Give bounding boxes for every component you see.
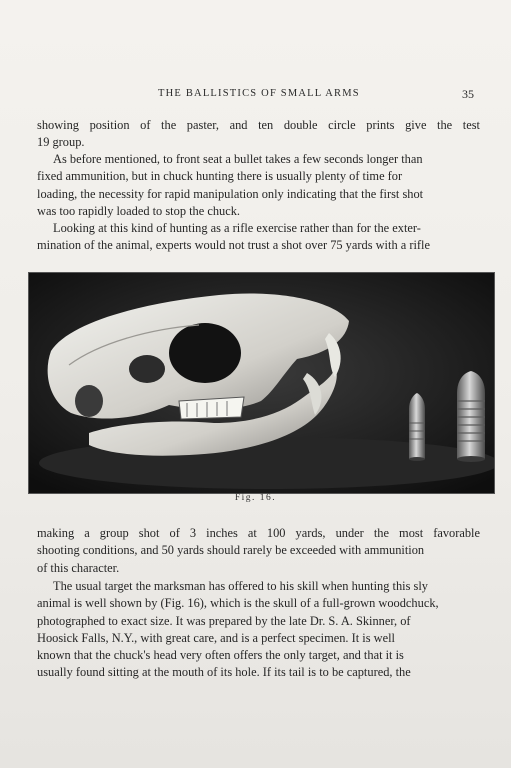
text-line: shooting conditions, and 50 yards should rarely be exceeded with ammunition — [37, 543, 425, 558]
text-line: showing position of the paster, and ten double circle prints give the test — [37, 118, 480, 132]
text-line: loading, the necessity for rapid manipulation only indicating that the first shot — [37, 186, 424, 201]
paragraph — [37, 117, 480, 152]
text-line: 19 group. — [37, 135, 85, 150]
text-line: making a group shot of 3 inches at 100 yards, under the most favorable — [37, 526, 480, 540]
paragraph — [37, 151, 480, 220]
text-line: Looking at this kind of hunting as a rifle exercise rather than for the exter- — [53, 221, 421, 235]
text-line: Hoosick Falls, N.Y., with great care, and is a perfect specimen. It is well — [37, 630, 395, 645]
text-line: animal is well shown by (Fig. 16), which is the skull of a full-grown woodchuck, — [37, 596, 439, 611]
running-head-title: THE BALLISTICS OF SMALL ARMS — [158, 88, 360, 99]
small-bullet — [409, 393, 425, 461]
figure-caption: Fig. 16. — [234, 493, 277, 503]
text-line: mination of the animal, experts would not trust a shot over 75 yards with a rifle — [37, 238, 430, 253]
page-number: 35 — [462, 87, 474, 101]
skull-photograph — [28, 272, 495, 494]
large-bullet — [457, 371, 485, 462]
running-head — [0, 88, 511, 104]
paragraph — [37, 525, 480, 577]
text-line: known that the chuck's head very often offers the only target, and that it is — [37, 648, 404, 663]
paragraph — [37, 220, 480, 255]
text-line: The usual target the marksman has offered to his skill when hunting this sly — [53, 579, 428, 593]
text-line: fixed ammunition, but in chuck hunting there is usually plenty of time for — [37, 169, 403, 184]
photograph-illustration — [29, 273, 494, 493]
text-line: As before mentioned, to front seat a bullet takes a few seconds longer than — [53, 152, 423, 166]
text-line: photographed to exact size. It was prepared by the late Dr. S. A. Skinner, of — [37, 613, 411, 628]
paragraph — [37, 578, 480, 682]
text-line: was too rapidly loaded to stop the chuck. — [37, 203, 241, 218]
text-line: usually found sitting at the mouth of its hole. If its tail is to be captured, the — [37, 665, 411, 680]
text-line: of this character. — [37, 560, 120, 575]
